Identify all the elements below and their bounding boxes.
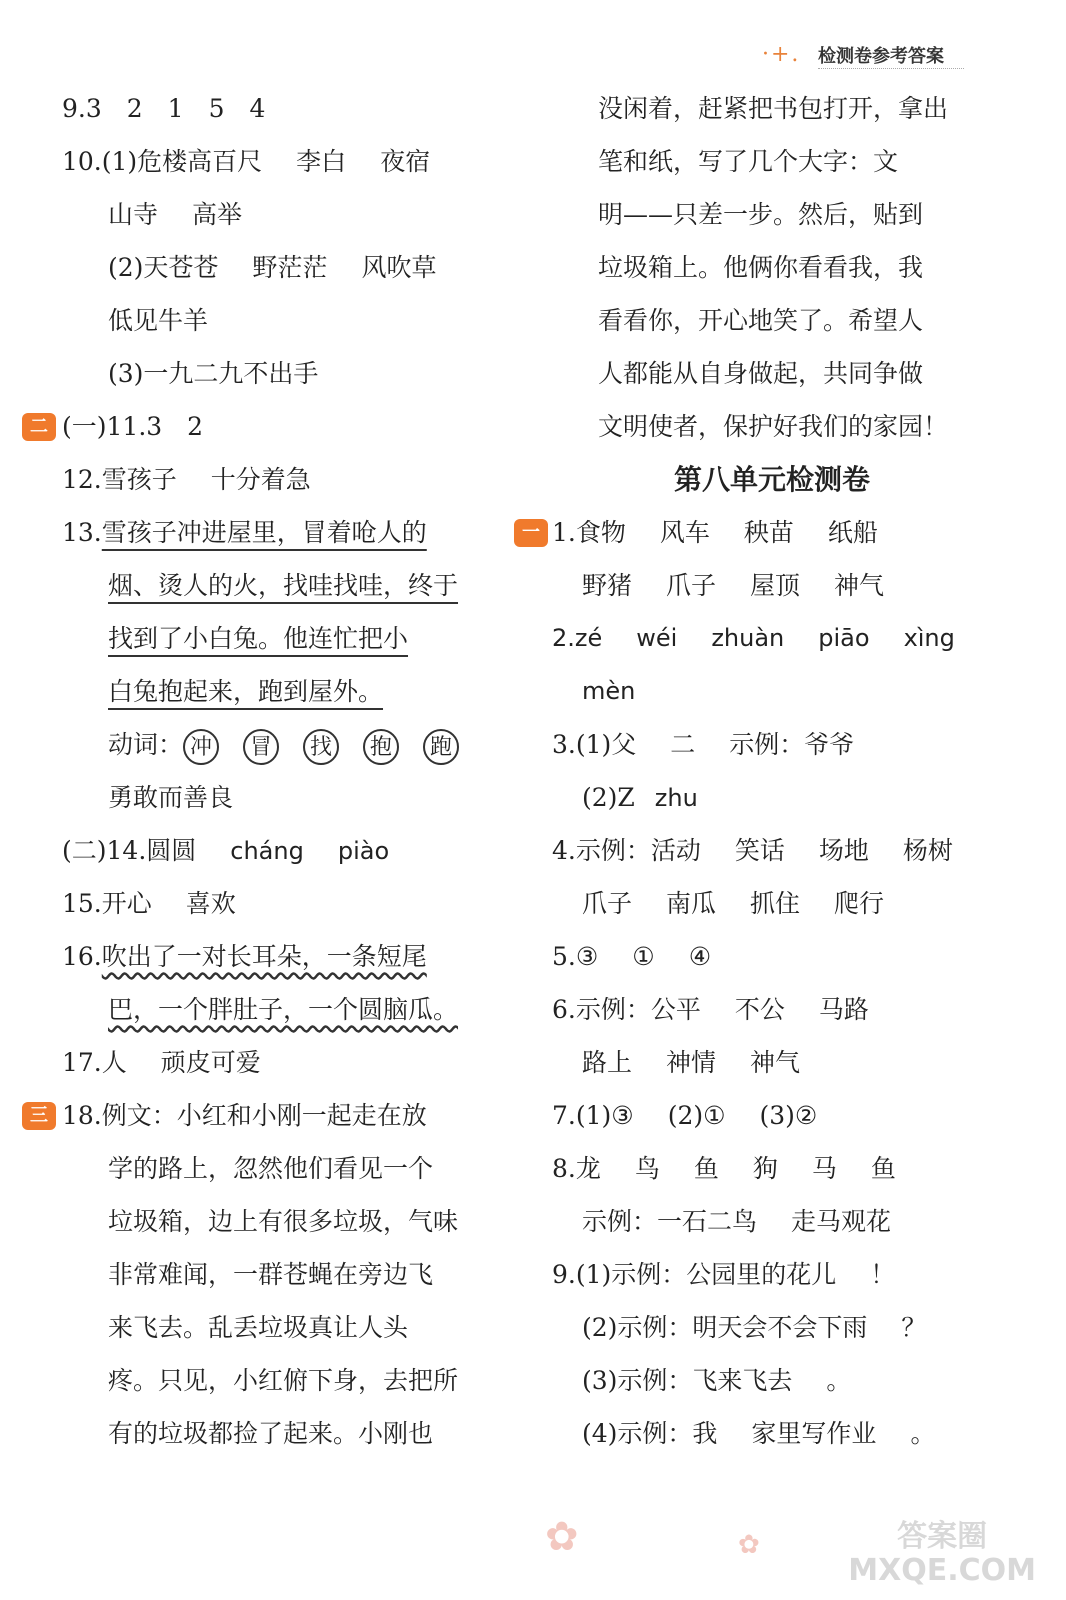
u8-answer-6-line1: 6.示例：公平 不公 马路: [552, 995, 869, 1024]
u8-answer-9-2: (2)示例：明天会不会下雨 ？: [582, 1313, 927, 1342]
u8-answer-1-line1: 一 1.食物 风车 秧苗 纸船: [552, 506, 992, 559]
decorative-sketch: ✿: [738, 1530, 760, 1560]
header-decoration: ·+.: [762, 42, 801, 67]
answer-13-line3: 找到了小白兔。他连忙把小: [108, 624, 409, 653]
page-header: [762, 40, 982, 80]
right-column: [522, 82, 992, 1460]
answer-13-line1: 13.雪孩子冲进屋里，冒着呛人的: [62, 518, 427, 547]
circled-verb: 找: [303, 729, 339, 765]
essay-cont-4: 垃圾箱上。他俩你看看我，我: [598, 253, 924, 282]
u8-answer-4-line2: 爪子 南瓜 抓住 爬行: [582, 889, 885, 918]
answer-12: 12.雪孩子 十分着急: [62, 465, 311, 494]
u8-answer-6-line2: 路上 神情 神气: [582, 1048, 801, 1077]
answer-18-line6: 疼。只见，小红俯下身，去把所: [108, 1366, 459, 1395]
answer-10-2-line1: (2)天苍苍 野茫茫 风吹草: [108, 253, 437, 282]
answer-13-line4: 白兔抱起来，跑到屋外。: [108, 677, 384, 706]
essay-cont-2: 笔和纸，写了几个大字：文: [598, 147, 899, 176]
essay-cont-1: 没闲着，赶紧把书包打开，拿出: [598, 94, 949, 123]
essay-cont-7: 文明使者，保护好我们的家园！: [598, 412, 949, 441]
answer-18-line7: 有的垃圾都捡了起来。小刚也: [108, 1419, 434, 1448]
u8-answer-8-line2: 示例：一石二鸟 走马观花: [582, 1207, 892, 1236]
u8-answer-4-line1: 4.示例：活动 笑话 场地 杨树: [552, 836, 953, 865]
answer-10-3: (3)一九二九不出手: [108, 359, 319, 388]
answer-13-verbs: 动词： 冲 冒 找 抱 跑: [62, 718, 492, 771]
essay-cont-6: 人都能从自身做起，共同争做: [598, 359, 924, 388]
answer-17: 17.人 顽皮可爱: [62, 1048, 261, 1077]
u8-answer-5: 5.③ ① ④: [552, 942, 712, 971]
answer-18-line4: 非常难闻，一群苍蝇在旁边飞: [108, 1260, 434, 1289]
answer-11: 二 (一)11.3 2: [62, 400, 492, 453]
u8-answer-9-4: (4)示例：我 家里写作业 。: [582, 1419, 936, 1448]
circled-verb: 跑: [423, 729, 459, 765]
answer-13-line2: 烟、烫人的火，找哇找哇，终于: [108, 571, 459, 600]
answer-10-2-line2: 低见牛羊: [108, 306, 209, 335]
circled-verb: 冲: [183, 729, 219, 765]
u8-answer-9-1: 9.(1)示例：公园里的花儿 ！: [552, 1260, 896, 1289]
u8-answer-3-2: (2)Z zhu: [582, 783, 698, 812]
answer-18-line5: 来飞去。乱丢垃圾真让人头: [108, 1313, 409, 1342]
circled-verb: 抱: [363, 729, 399, 765]
left-column: [30, 82, 492, 1460]
answer-9: 9.3 2 1 5 4: [62, 94, 266, 123]
watermark: 答案圈 MXQE.COM: [848, 1519, 1036, 1588]
answer-13-trait: 勇敢而善良: [108, 783, 234, 812]
essay-cont-3: 明——只差一步。然后，贴到: [598, 200, 924, 229]
answer-15: 15.开心 喜欢: [62, 889, 236, 918]
u8-answer-9-3: (3)示例：飞来飞去 。: [582, 1366, 852, 1395]
section-badge-3: 三: [22, 1102, 56, 1130]
answer-18-line2: 学的路上，忽然他们看见一个: [108, 1154, 434, 1183]
circled-verb: 冒: [243, 729, 279, 765]
essay-cont-5: 看看你，开心地笑了。希望人: [598, 306, 924, 335]
answer-10-line1: 10.(1)危楼高百尺 李白 夜宿: [62, 147, 431, 176]
u8-answer-2-line1: 2.zé wéi zhuàn piāo xìng: [552, 624, 955, 652]
answer-18-line1: 三 18.例文：小红和小刚一起走在放: [62, 1089, 492, 1142]
u8-answer-3-1: 3.(1)父 二 示例：爷爷: [552, 730, 855, 759]
u8-answer-7: 7.(1)③ (2)① (3)②: [552, 1101, 818, 1130]
header-rule: [818, 68, 964, 69]
answer-18-line3: 垃圾箱，边上有很多垃圾，气味: [108, 1207, 459, 1236]
u8-answer-1-line2: 野猪 爪子 屋顶 神气: [582, 571, 885, 600]
answer-16-line1: 16.吹出了一对长耳朵，一条短尾: [62, 942, 427, 971]
answer-14: (二)14.圆圆 cháng piào: [62, 836, 390, 865]
u8-answer-8-line1: 8.龙 鸟 鱼 狗 马 鱼: [552, 1154, 896, 1183]
section-badge-1: 一: [514, 519, 548, 547]
section-badge-2: 二: [22, 413, 56, 441]
answer-16-line2: 巴，一个胖肚子，一个圆脑瓜。: [108, 995, 459, 1024]
u8-answer-2-line2: mèn: [582, 677, 636, 705]
unit-8-heading: 第八单元检测卷: [673, 463, 870, 496]
decorative-sketch: ✿: [545, 1514, 579, 1560]
header-title: 检测卷参考答案: [818, 46, 944, 67]
answer-10-line2: 山寺 高举: [108, 200, 243, 229]
